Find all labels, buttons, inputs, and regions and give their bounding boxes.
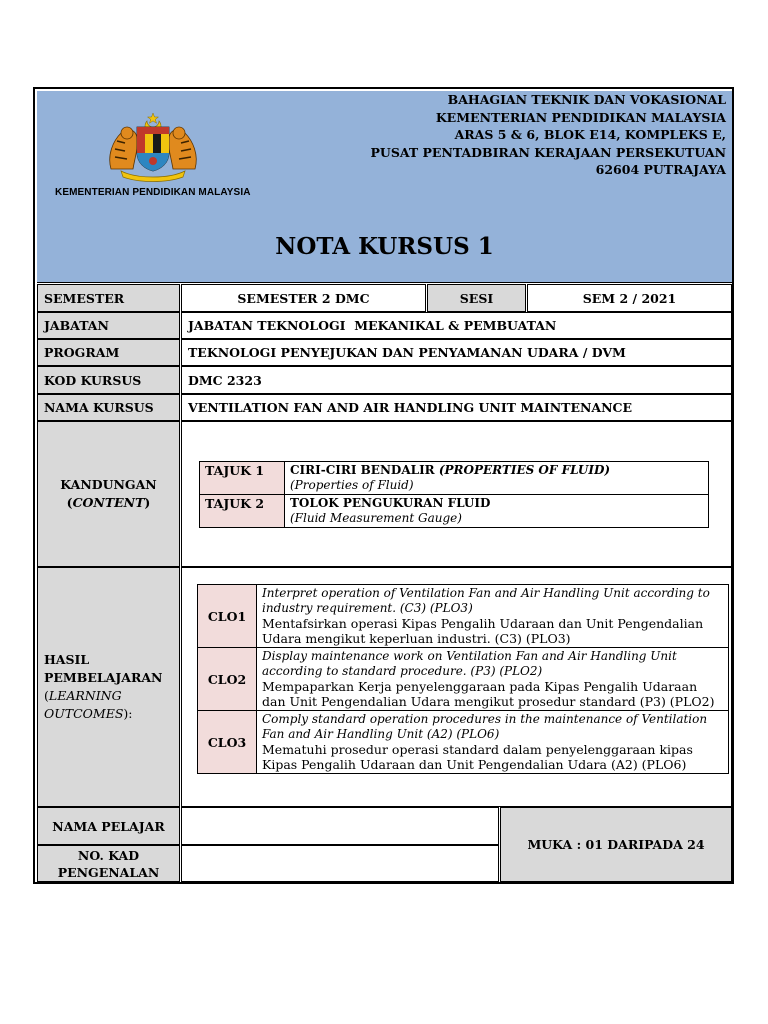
content-label-sub-wrap: (CONTENT)	[66, 495, 151, 510]
address-line: PUSAT PENTADBIRAN KERAJAAN PERSEKUTUAN	[370, 144, 726, 160]
clo-table	[197, 584, 729, 774]
topic-description	[285, 462, 709, 495]
semester-label: SEMESTER	[37, 284, 180, 312]
address-line: BAHAGIAN TEKNIK DAN VOKASIONAL	[447, 92, 726, 107]
address-line: ARAS 5 & 6, BLOK E14, KOMPLEKS E,	[454, 127, 726, 142]
outcomes-label-line: PEMBELAJARAN	[44, 670, 163, 685]
topic-code: TAJUK 1	[200, 462, 285, 495]
ic-number-label: NO. KAD PENGENALAN	[37, 845, 180, 882]
topic-code: TAJUK 2	[200, 495, 285, 528]
clo-code: CLO1	[198, 585, 257, 648]
clo-english: Display maintenance work on Ventilation Fan and Air Handling Unit according to standard procedure. (P3) (PLO2)	[262, 649, 677, 678]
address-line: KEMENTERIAN PENDIDIKAN MALAYSIA	[435, 109, 726, 125]
malaysia-coat-of-arms-icon	[103, 111, 203, 183]
jabatan-value: JABATAN TEKNOLOGI MEKANIKAL & PEMBUATAN	[181, 312, 732, 339]
course-note-sheet	[33, 87, 734, 884]
student-name-label: NAMA PELAJAR	[37, 807, 180, 845]
topics-table	[199, 461, 709, 528]
topic-description	[285, 495, 709, 528]
document-header	[37, 91, 732, 283]
topic-title: CIRI-CIRI BENDALIR	[290, 463, 439, 477]
semester-value: SEMESTER 2 DMC	[181, 284, 426, 312]
table-row	[198, 711, 729, 774]
sesi-value: SEM 2 / 2021	[527, 284, 732, 312]
outcomes-label-line: (LEARNING	[44, 688, 122, 703]
clo-english: Interpret operation of Ventilation Fan and Air Handling Unit according to industry requirement. (C3) (PLO3)	[262, 586, 710, 615]
clo-malay: Mempaparkan Kerja penyelenggaraan pada Kipas Pengalih Udaraan dan Unit Pengendalian Udara mengikut prosedur standard (P3) (PLO2)	[262, 679, 715, 709]
address-line: 62604 PUTRAJAYA	[595, 162, 726, 177]
outcomes-label-line: HASIL	[44, 652, 90, 667]
topic-title: TOLOK PENGUKURAN FLUID	[290, 496, 491, 510]
clo-code: CLO3	[198, 711, 257, 774]
outcomes-label	[37, 567, 180, 807]
ministry-name: KEMENTERIAN PENDIDIKAN MALAYSIA	[55, 187, 251, 198]
topic-subtitle: (Properties of Fluid)	[290, 478, 414, 492]
ministry-address	[371, 91, 726, 179]
nama-kursus-label: NAMA KURSUS	[37, 394, 180, 421]
document-title: NOTA KURSUS 1	[275, 233, 494, 260]
table-row	[200, 462, 709, 495]
content-label-sub: CONTENT	[72, 495, 145, 510]
clo-code: CLO2	[198, 648, 257, 711]
table-row	[198, 648, 729, 711]
clo-description	[257, 648, 729, 711]
nama-kursus-value: VENTILATION FAN AND AIR HANDLING UNIT MAINTENANCE	[181, 394, 732, 421]
clo-malay: Mentafsirkan operasi Kipas Pengalih Udaraan dan Unit Pengendalian Udara mengikut keperluan industri. (C3) (PLO3)	[262, 616, 704, 646]
student-name-field[interactable]	[181, 807, 499, 845]
page-number: MUKA : 01 DARIPADA 24	[500, 807, 732, 882]
ic-number-field[interactable]	[181, 845, 499, 882]
table-row	[198, 585, 729, 648]
topic-title-italic: (PROPERTIES OF FLUID)	[438, 463, 611, 477]
clo-description	[257, 585, 729, 648]
sesi-label: SESI	[427, 284, 526, 312]
kod-kursus-value: DMC 2323	[181, 366, 732, 394]
kod-kursus-label: KOD KURSUS	[37, 366, 180, 394]
content-label-main: KANDUNGAN	[60, 477, 157, 492]
jabatan-label: JABATAN	[37, 312, 180, 339]
clo-malay: Mematuhi prosedur operasi standard dalam penyelenggaraan kipas Kipas Pengalih Udaraan dan Unit Pengendalian Udara (A2) (PLO6)	[262, 742, 693, 772]
program-value: TEKNOLOGI PENYEJUKAN DAN PENYAMANAN UDARA / DVM	[181, 339, 732, 366]
table-row	[200, 495, 709, 528]
topic-subtitle: (Fluid Measurement Gauge)	[290, 511, 462, 525]
program-label: PROGRAM	[37, 339, 180, 366]
clo-description	[257, 711, 729, 774]
content-label	[37, 421, 180, 567]
clo-english: Comply standard operation procedures in the maintenance of Ventilation Fan and Air Handling Unit (A2) (PLO6)	[262, 712, 708, 741]
outcomes-label-line: OUTCOMES):	[44, 706, 133, 721]
